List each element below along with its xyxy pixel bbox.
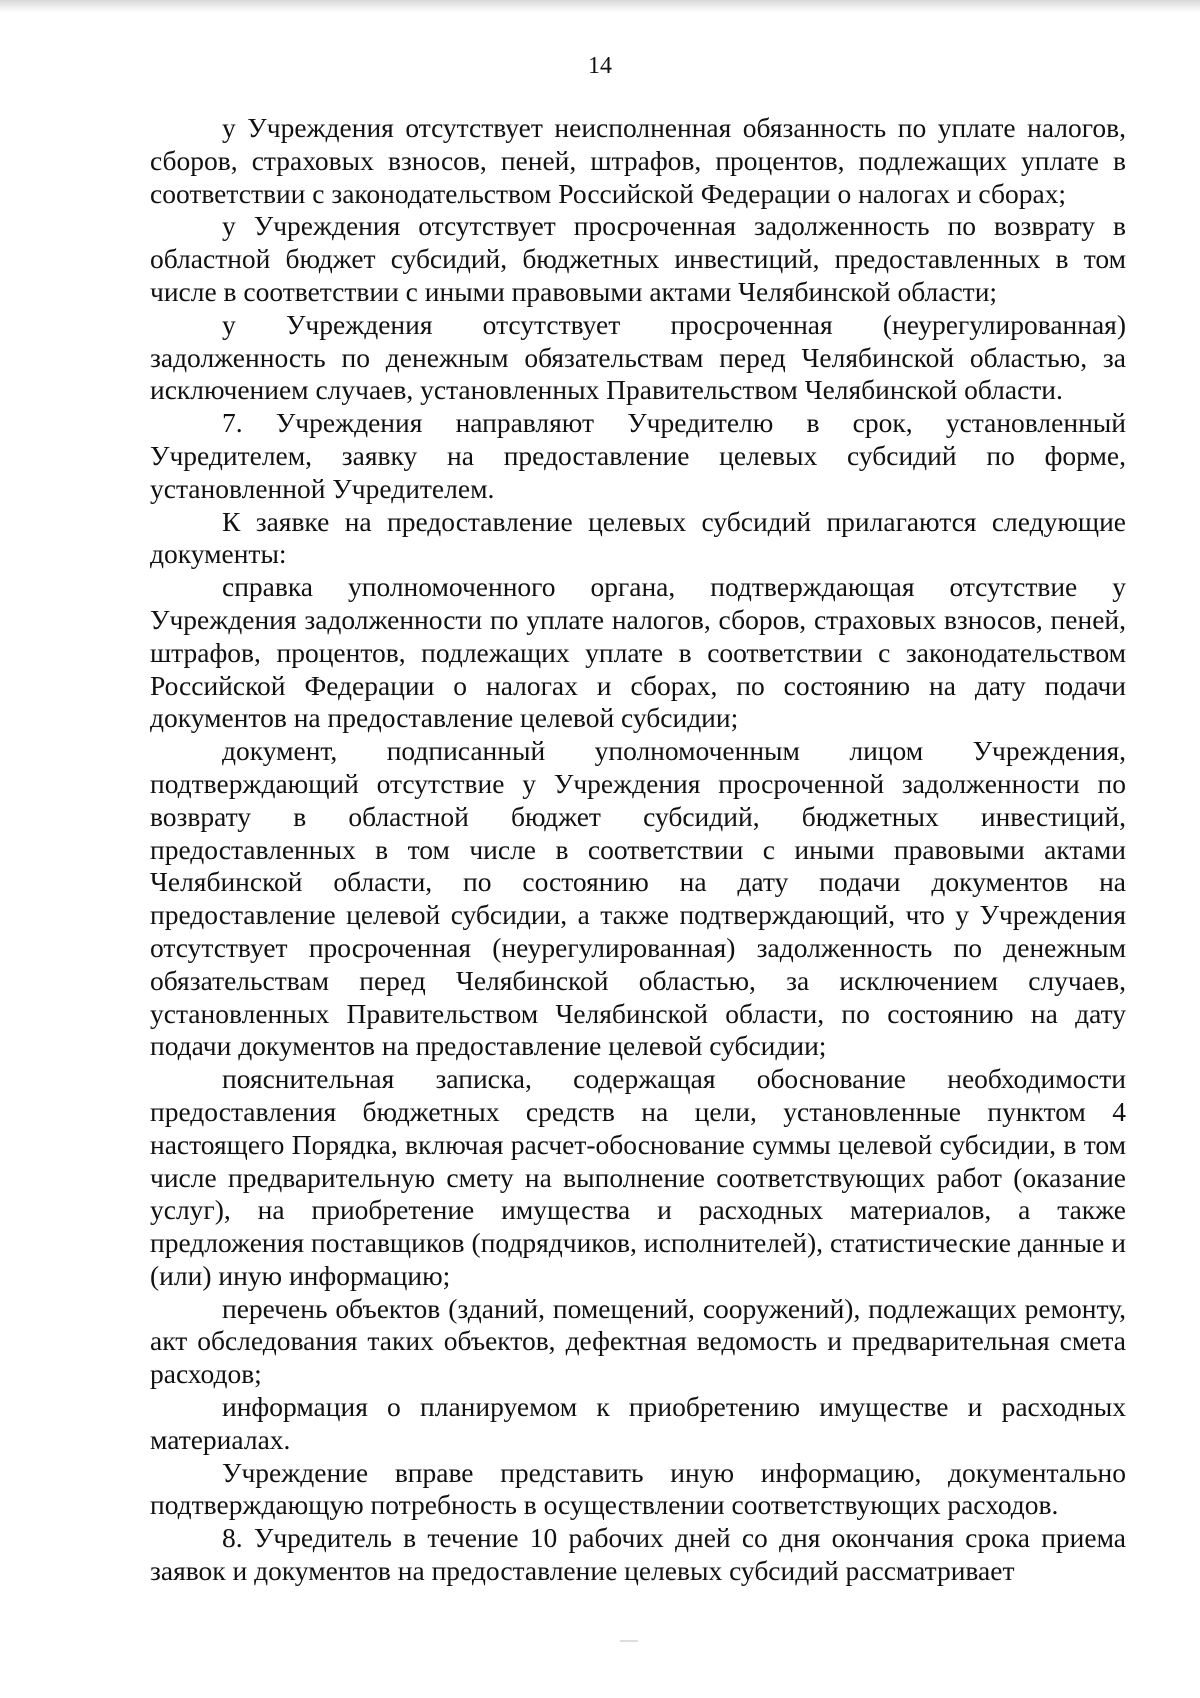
paragraph: у Учреждения отсутствует неисполненная обязанность по уплате налогов, сборов, страховых взносов, пеней, штрафов, процентов, подлежащих уплате в соответствии с законодательством Российской Федерации о налогах и сборах;	[150, 112, 1126, 209]
paragraph: перечень объектов (зданий, помещений, сооружений), подлежащих ремонту, акт обследования таких объектов, дефектная ведомость и предварительная смета расходов;	[150, 1292, 1126, 1390]
paragraph: у Учреждения отсутствует просроченная задолженность по возврату в областной бюджет субсидий, бюджетных инвестиций, предоставленных в том числе в соответствии с иными правовыми актами Челябинской области;	[150, 210, 1126, 307]
document-body	[150, 112, 1126, 1588]
paragraph: справка уполномоченного органа, подтверждающая отсутствие у Учреждения задолженности по уплате налогов, сборов, страховых взносов, пеней, штрафов, процентов, подлежащих уплате в соответствии с законодательством Российской Федерации о налогах и сборах, по состоянию на дату подачи документов на предоставление целевой субсидии;	[150, 571, 1126, 734]
paragraph: 8. Учредитель в течение 10 рабочих дней со дня окончания срока приема заявок и документов на предоставление целевых субсидий рассматривает	[150, 1522, 1126, 1587]
page-number: 14	[588, 53, 612, 79]
scan-mark	[620, 1640, 638, 1642]
paragraph: у Учреждения отсутствует просроченная (неурегулированная) задолженность по денежным обязательствам перед Челябинской областью, за исключением случаев, установленных Правительством Челябинской области.	[150, 308, 1126, 406]
paragraph: К заявке на предоставление целевых субсидий прилагаются следующие документы:	[150, 505, 1126, 570]
paragraph: документ, подписанный уполномоченным лицом Учреждения, подтверждающий отсутствие у Учреждения просроченной задолженности по возврату в областной бюджет субсидий, бюджетных инвестиций, предоставленных в том числе в соответствии с иными правовыми актами Челябинской области, по состоянию на дату подачи документов на предоставление целевой субсидии, а также подтверждающий, что у Учреждения отсутствует просроченная (неурегулированная) задолженность по денежным обязательствам перед Челябинской областью, за исключением случаев, установленных Правительством Челябинской области, по состоянию на дату подачи документов на предоставление целевой субсидии;	[150, 735, 1126, 1062]
paragraph: пояснительная записка, содержащая обоснование необходимости предоставления бюджетных средств на цели, установленные пунктом 4 настоящего Порядка, включая расчет-обоснование суммы целевой субсидии, в том числе предварительную смету на выполнение соответствующих работ (оказание услуг), на приобретение имущества и расходных материалов, а также предложения поставщиков (подрядчиков, исполнителей), статистические данные и (или) иную информацию;	[150, 1063, 1126, 1291]
paragraph: информация о планируемом к приобретению имуществе и расходных материалах.	[150, 1391, 1126, 1455]
paragraph: 7. Учреждения направляют Учредителю в срок, установленный Учредителем, заявку на предоставление целевых субсидий по форме, установленной Учредителем.	[150, 407, 1126, 504]
scan-edge	[0, 0, 1200, 12]
paragraph: Учреждение вправе представить иную информацию, документально подтверждающую потребность в осуществлении соответствующих расходов.	[150, 1456, 1126, 1521]
